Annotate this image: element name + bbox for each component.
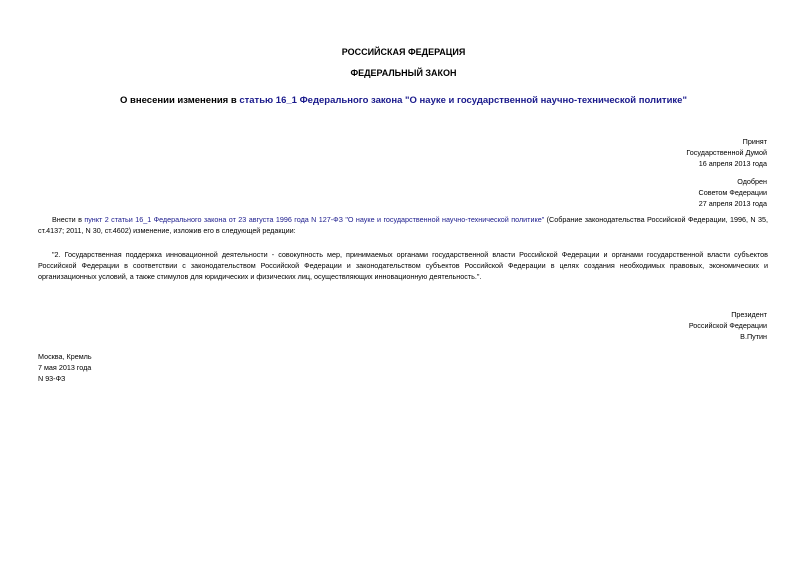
signing-place: Москва, Кремль [38, 352, 92, 361]
adopted-by: Государственной Думой [686, 148, 767, 157]
amendment-paragraph [38, 214, 768, 236]
approved-by: Советом Федерации [698, 188, 767, 197]
new-wording-paragraph: "2. Государственная поддержка инновационной деятельности - совокупность мер, принимаемых органами государственной власти Российской Федерации и органами государственной власти субъектов Российской Федерации в соответствии с законодательством Российской Федерации и законодательством субъектов Российской Федерации в целях создания необходимых правовых, экономических и организационных условий, а также стимулов для юридических и физических лиц, осуществляющих инновационную деятельность.". [38, 250, 768, 281]
adoption-block [686, 136, 767, 169]
adopted-date: 16 апреля 2013 года [698, 159, 767, 168]
law-number: N 93-ФЗ [38, 374, 66, 383]
signatory-title: Президент [731, 310, 767, 319]
title-prefix: О внесении изменения в [120, 95, 240, 106]
amendment-prefix: Внести в [52, 215, 85, 224]
document-title [0, 95, 807, 106]
approved-label: Одобрен [737, 177, 767, 186]
amendment-rest: (Собрание законодательства Российской Федерации, 1996, N 35, ст.4137; 2011, N 30, ст.4602) изменение, изложив его в следующей редакции: [38, 215, 768, 235]
signing-details [38, 351, 92, 384]
signature-block [689, 309, 767, 342]
law-reference-link[interactable]: пункт 2 статьи 16_1 Федерального закона от 23 августа 1996 года N 127-ФЗ "О науке и государственной научно-технической политике" [84, 215, 545, 224]
signatory-office: Российской Федерации [688, 321, 767, 330]
approved-date: 27 апреля 2013 года [698, 199, 767, 208]
signatory-name: В.Путин [740, 332, 767, 341]
title-article-link[interactable]: статью 16_1 Федерального закона "О науке и государственной научно-технической политике" [239, 95, 687, 106]
country-heading: РОССИЙСКАЯ ФЕДЕРАЦИЯ [341, 47, 466, 57]
document-type-heading: ФЕДЕРАЛЬНЫЙ ЗАКОН [350, 68, 457, 78]
signing-date: 7 мая 2013 года [38, 363, 92, 372]
adopted-label: Принят [742, 137, 767, 146]
approval-block [699, 176, 767, 209]
